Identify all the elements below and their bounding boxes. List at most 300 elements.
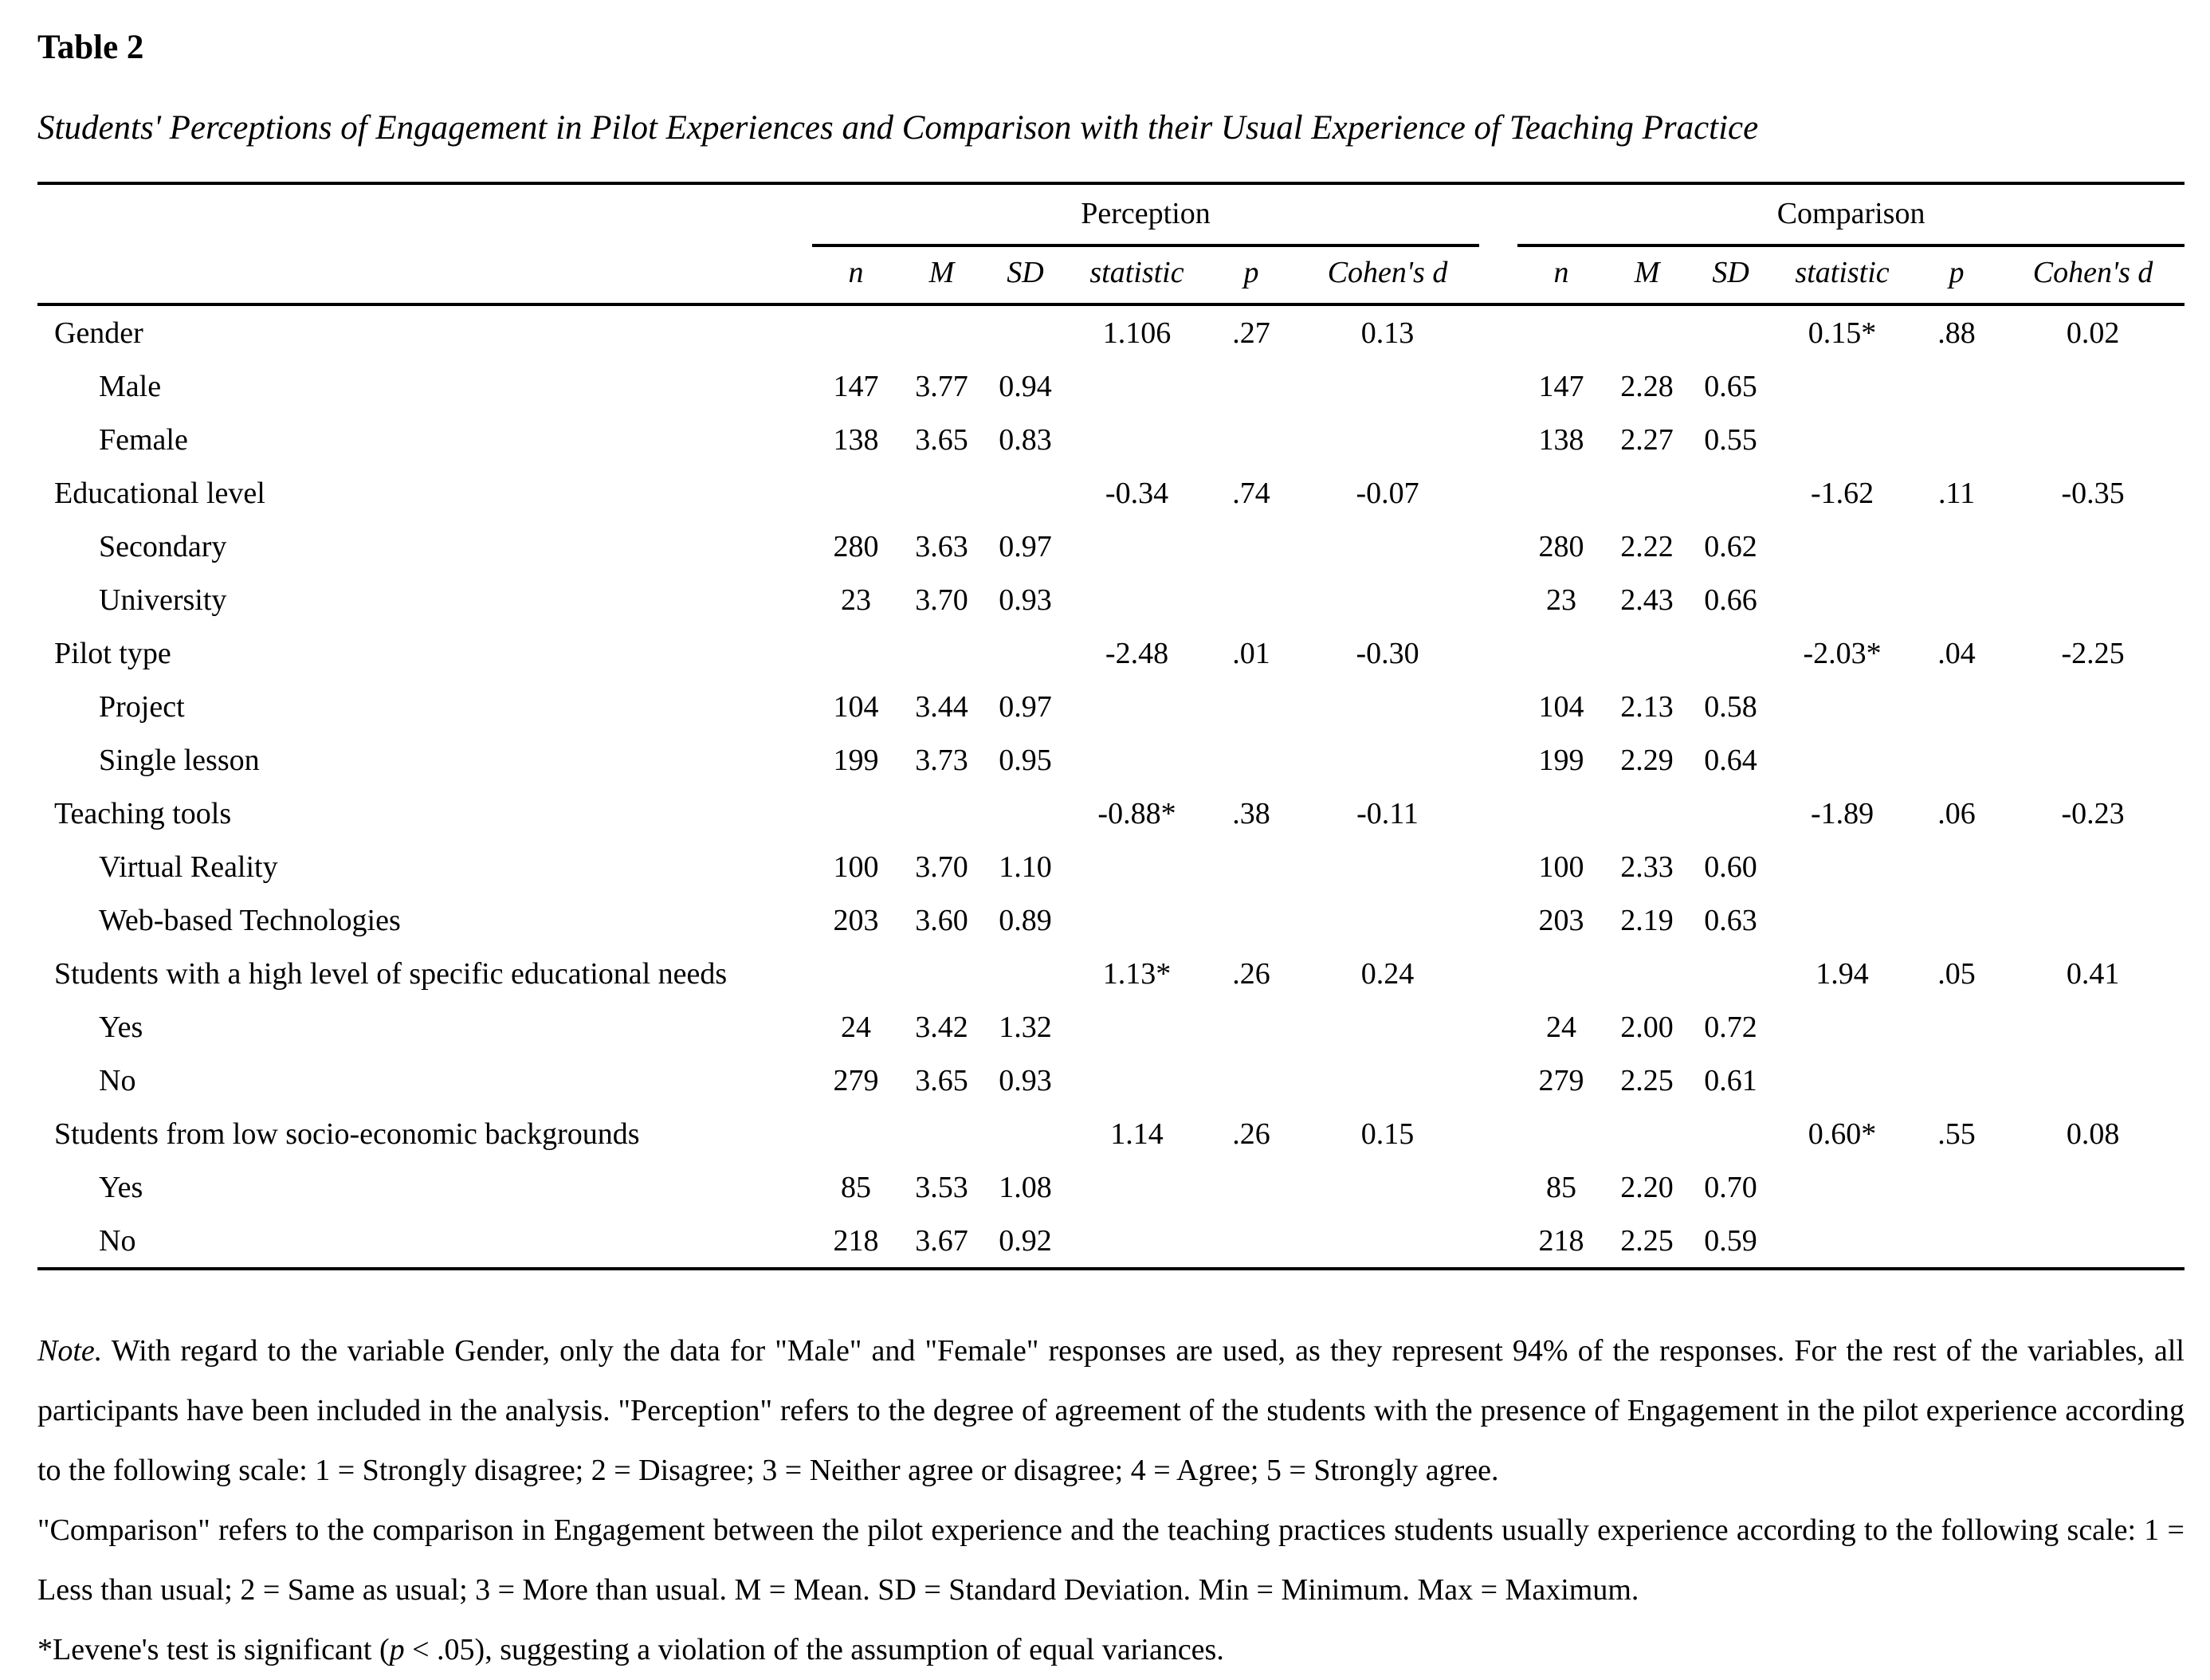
comparison-m-value: 2.13: [1620, 689, 1674, 724]
perception-n-value: 100: [833, 850, 879, 884]
group-gap-spacer: [1479, 1000, 1517, 1054]
comparison-n-value: [1517, 304, 1605, 359]
comparison-sd-value: [1689, 947, 1772, 1000]
comparison-statistic-value: [1772, 1214, 1912, 1269]
comparison-m-value: 2.19: [1620, 903, 1674, 937]
perception-p-value: .38: [1232, 796, 1270, 830]
comparison-sd-value: 0.64: [1704, 743, 1757, 777]
perception-sd-value: 0.95: [999, 743, 1052, 777]
comparison-n-value: 138: [1538, 422, 1584, 457]
table-row: [37, 466, 2184, 520]
table-body: [37, 304, 2184, 1269]
perception-cohens_d-value: 0.13: [1360, 316, 1415, 350]
perception-sd-value: 0.93: [999, 1063, 1052, 1097]
note-paragraph-1: [37, 1321, 2184, 1501]
comparison-cohens_d-value: [2001, 680, 2184, 733]
perception-statistic-value: -0.88*: [1097, 796, 1176, 830]
perception-p-value: [1207, 680, 1296, 733]
comparison-p-value: [1912, 520, 2001, 573]
perception-m-value: [900, 626, 983, 680]
perception-n-value: 279: [833, 1063, 879, 1097]
perception-p-value: [1207, 733, 1296, 787]
comparison-n-value: [1517, 947, 1605, 1000]
group-gap-spacer: [1479, 1214, 1517, 1269]
row-label-sub: No: [99, 1063, 136, 1097]
stub-spacer: [37, 245, 812, 304]
comparison-p-value: [1912, 413, 2001, 466]
perception-cohens_d-value: -0.30: [1356, 636, 1419, 670]
col-header-perception-sd: SD: [983, 245, 1067, 304]
comparison-statistic-value: [1772, 680, 1912, 733]
perception-cohens_d-value: [1296, 733, 1479, 787]
perception-p-value: [1207, 1054, 1296, 1107]
perception-m-value: 3.77: [915, 369, 968, 403]
col-header-comparison-cohens-d: Cohen's d: [2001, 245, 2184, 304]
perception-statistic-value: [1067, 680, 1207, 733]
col-header-perception-statistic: statistic: [1067, 245, 1207, 304]
table-row: [37, 1000, 2184, 1054]
comparison-cohens_d-value: -0.23: [2061, 796, 2125, 830]
comparison-m-value: [1605, 1107, 1689, 1160]
table-row: [37, 947, 2184, 1000]
comparison-cohens_d-value: [2001, 840, 2184, 893]
comparison-cohens_d-value: [2001, 733, 2184, 787]
table-header: [37, 183, 2184, 304]
perception-statistic-value: -2.48: [1105, 636, 1169, 670]
perception-n-value: 199: [833, 743, 879, 777]
col-header-perception-m: M: [900, 245, 983, 304]
levene-note-text: *Levene's test is significant (: [37, 1633, 390, 1666]
comparison-sd-value: [1689, 787, 1772, 840]
column-header-row: [37, 245, 2184, 304]
stub-spacer: [37, 183, 812, 245]
comparison-n-value: 279: [1538, 1063, 1584, 1097]
perception-p-value: [1207, 520, 1296, 573]
perception-n-value: [812, 787, 900, 840]
levene-note-text-end: < .05), suggesting a violation of the assumption of equal variances.: [404, 1633, 1224, 1666]
comparison-n-value: 199: [1538, 743, 1584, 777]
comparison-statistic-value: 1.94: [1815, 956, 1869, 991]
perception-m-value: [900, 304, 983, 359]
perception-statistic-value: [1067, 1160, 1207, 1214]
row-label-sub: Male: [99, 369, 162, 403]
perception-p-value: [1207, 1000, 1296, 1054]
comparison-m-value: 2.28: [1620, 369, 1674, 403]
perception-sd-value: 0.89: [999, 903, 1052, 937]
perception-cohens_d-value: -0.07: [1356, 476, 1419, 510]
perception-sd-value: [983, 626, 1067, 680]
row-label-sub: Female: [99, 422, 188, 457]
table-row: [37, 1107, 2184, 1160]
comparison-cohens_d-value: [2001, 573, 2184, 626]
comparison-p-value: [1912, 359, 2001, 413]
comparison-m-value: [1605, 947, 1689, 1000]
group-gap-spacer: [1479, 1107, 1517, 1160]
comparison-cohens_d-value: 0.41: [2066, 956, 2120, 991]
perception-sd-value: 0.83: [999, 422, 1052, 457]
perception-m-value: [900, 947, 983, 1000]
comparison-n-value: 85: [1546, 1170, 1577, 1204]
note-label: Note.: [37, 1334, 103, 1368]
table-note: [37, 1321, 2184, 1680]
row-label-sub: Project: [99, 689, 185, 724]
perception-sd-value: 0.92: [983, 1214, 1067, 1269]
perception-m-value: 3.65: [915, 422, 968, 457]
perception-cohens_d-value: [1296, 413, 1479, 466]
table-row: [37, 840, 2184, 893]
comparison-sd-value: [1689, 304, 1772, 359]
perception-m-value: 3.42: [915, 1010, 968, 1044]
perception-statistic-value: [1067, 573, 1207, 626]
perception-n-value: [812, 466, 900, 520]
perception-cohens_d-value: [1296, 893, 1479, 947]
group-gap-spacer: [1479, 183, 1517, 245]
group-header-row: [37, 183, 2184, 245]
perception-cohens_d-value: [1296, 1054, 1479, 1107]
group-gap-spacer: [1479, 466, 1517, 520]
comparison-cohens_d-value: [2001, 520, 2184, 573]
comparison-sd-value: 0.65: [1704, 369, 1757, 403]
comparison-cohens_d-value: [2001, 1000, 2184, 1054]
perception-p-value: .27: [1232, 316, 1270, 350]
comparison-statistic-value: [1772, 1054, 1912, 1107]
group-gap-spacer: [1479, 1054, 1517, 1107]
perception-cohens_d-value: [1296, 680, 1479, 733]
perception-statistic-value: [1067, 733, 1207, 787]
perception-cohens_d-value: [1296, 359, 1479, 413]
row-label-category: Pilot type: [54, 636, 171, 670]
comparison-m-value: [1605, 626, 1689, 680]
perception-cohens_d-value: [1296, 520, 1479, 573]
table-row: [37, 304, 2184, 359]
perception-statistic-value: 1.14: [1110, 1117, 1164, 1151]
perception-n-value: 23: [841, 583, 871, 617]
table-row: [37, 1054, 2184, 1107]
row-label-category: Gender: [54, 316, 143, 350]
row-label-sub: Yes: [99, 1170, 143, 1204]
perception-statistic-value: [1067, 840, 1207, 893]
group-header-comparison: Comparison: [1517, 183, 2184, 245]
comparison-p-value: .11: [1938, 476, 1976, 510]
perception-statistic-value: [1067, 1054, 1207, 1107]
group-gap-spacer: [1479, 245, 1517, 304]
perception-statistic-value: [1067, 413, 1207, 466]
perception-cohens_d-value: [1296, 1000, 1479, 1054]
row-label-sub: University: [99, 583, 227, 617]
perception-sd-value: 1.10: [999, 850, 1052, 884]
perception-sd-value: 0.93: [999, 583, 1052, 617]
perception-cohens_d-value: [1296, 1214, 1479, 1269]
comparison-m-value: 2.00: [1620, 1010, 1674, 1044]
comparison-statistic-value: 0.60*: [1808, 1117, 1877, 1151]
note-paragraph-2: "Comparison" refers to the comparison in Engagement between the pilot experience and the teaching practices students usually experience according to the following scale: 1 = Less than usual; 2 = Same as usual; 3 = More than usual. M = Mean. SD = Standard Deviation. Min = Minimum. Max = Maximum.: [37, 1513, 2184, 1607]
table-row: [37, 413, 2184, 466]
comparison-statistic-value: [1772, 840, 1912, 893]
group-gap-spacer: [1479, 1160, 1517, 1214]
perception-p-value: [1207, 1160, 1296, 1214]
perception-sd-value: [983, 466, 1067, 520]
row-label-category: Students from low socio-economic backgrounds: [54, 1117, 640, 1151]
perception-p-value: .01: [1232, 636, 1270, 670]
col-header-comparison-statistic: statistic: [1772, 245, 1912, 304]
comparison-cohens_d-value: [2001, 359, 2184, 413]
group-gap-spacer: [1479, 626, 1517, 680]
perception-statistic-value: [1067, 893, 1207, 947]
note-text: With regard to the variable Gender, only the data for "Male" and "Female" responses are used, as they represent 94% of the responses. For the rest of the variables, all participants have been included in the analysis. "Perception" refers to the degree of agreement of the students with the presence of Engagement in the pilot experience according to the following scale: 1 = Strongly disagree; 2 = Disagree; 3 = Neither agree or disagree; 4 = Agree; 5 = Strongly agree.: [37, 1334, 2184, 1487]
table-row: [37, 1214, 2184, 1269]
comparison-p-value: [1912, 573, 2001, 626]
perception-sd-value: [983, 304, 1067, 359]
comparison-n-value: 104: [1538, 689, 1584, 724]
comparison-p-value: [1912, 733, 2001, 787]
comparison-cohens_d-value: -2.25: [2061, 636, 2125, 670]
perception-statistic-value: [1067, 1000, 1207, 1054]
perception-statistic-value: [1067, 520, 1207, 573]
table-row: [37, 733, 2184, 787]
perception-cohens_d-value: [1296, 1160, 1479, 1214]
perception-p-value: [1207, 893, 1296, 947]
perception-m-value: 3.70: [915, 850, 968, 884]
comparison-statistic-value: -1.89: [1810, 796, 1874, 830]
table-row: [37, 359, 2184, 413]
perception-cohens_d-value: -0.11: [1356, 796, 1419, 830]
comparison-statistic-value: [1772, 1160, 1912, 1214]
comparison-n-value: 24: [1546, 1010, 1577, 1044]
group-header-perception: Perception: [812, 183, 1479, 245]
perception-p-value: .26: [1232, 1117, 1270, 1151]
comparison-sd-value: [1689, 1107, 1772, 1160]
comparison-n-value: [1517, 626, 1605, 680]
comparison-statistic-value: [1772, 573, 1912, 626]
perception-n-value: 85: [841, 1170, 871, 1204]
row-label-sub: Secondary: [99, 529, 227, 563]
comparison-sd-value: 0.72: [1704, 1010, 1757, 1044]
perception-sd-value: [983, 787, 1067, 840]
comparison-cohens_d-value: 0.02: [2066, 316, 2120, 350]
row-label-category: Educational level: [54, 476, 265, 510]
comparison-p-value: .06: [1937, 796, 1976, 830]
perception-m-value: 3.63: [915, 529, 968, 563]
perception-m-value: 3.67: [900, 1214, 983, 1269]
perception-n-value: 218: [812, 1214, 900, 1269]
comparison-sd-value: 0.58: [1704, 689, 1757, 724]
group-gap-spacer: [1479, 840, 1517, 893]
perception-m-value: 3.65: [915, 1063, 968, 1097]
perception-cohens_d-value: 0.15: [1360, 1117, 1415, 1151]
comparison-m-value: 2.43: [1620, 583, 1674, 617]
perception-m-value: 3.44: [915, 689, 968, 724]
comparison-n-value: [1517, 1107, 1605, 1160]
comparison-p-value: .55: [1937, 1117, 1976, 1151]
table-row: [37, 1160, 2184, 1214]
comparison-sd-value: 0.63: [1704, 903, 1757, 937]
perception-statistic-value: -0.34: [1105, 476, 1169, 510]
comparison-cohens_d-value: [2001, 1214, 2184, 1269]
col-header-comparison-n: n: [1517, 245, 1605, 304]
comparison-statistic-value: [1772, 413, 1912, 466]
comparison-p-value: [1912, 1214, 2001, 1269]
group-gap-spacer: [1479, 893, 1517, 947]
perception-m-value: 3.73: [915, 743, 968, 777]
perception-sd-value: 1.08: [999, 1170, 1052, 1204]
perception-p-value: [1207, 573, 1296, 626]
comparison-p-value: [1912, 1160, 2001, 1214]
table-row: [37, 626, 2184, 680]
comparison-p-value: [1912, 680, 2001, 733]
comparison-n-value: 280: [1538, 529, 1584, 563]
comparison-p-value: .05: [1937, 956, 1976, 991]
comparison-m-value: 2.33: [1620, 850, 1674, 884]
comparison-cohens_d-value: [2001, 1160, 2184, 1214]
comparison-p-value: [1912, 840, 2001, 893]
table-row: [37, 893, 2184, 947]
comparison-n-value: 23: [1546, 583, 1577, 617]
comparison-m-value: [1605, 304, 1689, 359]
perception-sd-value: 0.94: [999, 369, 1052, 403]
perception-n-value: 147: [833, 369, 879, 403]
col-header-comparison-sd: SD: [1689, 245, 1772, 304]
comparison-statistic-value: [1772, 893, 1912, 947]
perception-cohens_d-value: [1296, 840, 1479, 893]
perception-statistic-value: 1.13*: [1102, 956, 1172, 991]
perception-n-value: 24: [841, 1010, 871, 1044]
perception-n-value: 104: [833, 689, 879, 724]
comparison-sd-value: 0.60: [1704, 850, 1757, 884]
comparison-cohens_d-value: [2001, 893, 2184, 947]
comparison-n-value: 203: [1538, 903, 1584, 937]
comparison-statistic-value: 0.15*: [1808, 316, 1877, 350]
comparison-sd-value: 0.62: [1704, 529, 1757, 563]
comparison-statistic-value: [1772, 733, 1912, 787]
perception-p-value: [1207, 840, 1296, 893]
perception-p-value: [1207, 1214, 1296, 1269]
group-gap-spacer: [1479, 680, 1517, 733]
perception-n-value: 203: [833, 903, 879, 937]
comparison-m-value: [1605, 787, 1689, 840]
perception-sd-value: [983, 1107, 1067, 1160]
perception-statistic-value: 1.106: [1102, 316, 1172, 350]
comparison-statistic-value: [1772, 1000, 1912, 1054]
col-header-comparison-p: p: [1912, 245, 2001, 304]
comparison-cohens_d-value: -0.35: [2061, 476, 2125, 510]
perception-cohens_d-value: 0.24: [1360, 956, 1415, 991]
row-label-category: Students with a high level of specific educational needs: [54, 956, 728, 991]
engagement-stats-table: [37, 182, 2184, 1270]
perception-n-value: [812, 947, 900, 1000]
comparison-p-value: .04: [1937, 636, 1976, 670]
perception-p-value: .26: [1232, 956, 1270, 991]
col-header-perception-cohens-d: Cohen's d: [1296, 245, 1479, 304]
table-number: Table 2: [37, 29, 144, 66]
perception-n-value: [812, 1107, 900, 1160]
perception-m-value: [900, 787, 983, 840]
perception-n-value: 138: [833, 422, 879, 457]
col-header-perception-n: n: [812, 245, 900, 304]
comparison-m-value: 2.29: [1620, 743, 1674, 777]
col-header-perception-p: p: [1207, 245, 1296, 304]
comparison-cohens_d-value: 0.08: [2066, 1117, 2120, 1151]
table-row: [37, 573, 2184, 626]
comparison-statistic-value: -2.03*: [1803, 636, 1882, 670]
comparison-statistic-value: [1772, 359, 1912, 413]
perception-statistic-value: [1067, 359, 1207, 413]
comparison-m-value: [1605, 466, 1689, 520]
perception-m-value: [900, 466, 983, 520]
row-label-sub: No: [37, 1214, 812, 1269]
perception-sd-value: 0.97: [999, 529, 1052, 563]
comparison-sd-value: 0.70: [1704, 1170, 1757, 1204]
comparison-sd-value: 0.55: [1704, 422, 1757, 457]
group-gap-spacer: [1479, 520, 1517, 573]
comparison-sd-value: 0.59: [1689, 1214, 1772, 1269]
comparison-n-value: [1517, 787, 1605, 840]
comparison-cohens_d-value: [2001, 413, 2184, 466]
perception-p-value: [1207, 413, 1296, 466]
table-title: Students' Perceptions of Engagement in Pilot Experiences and Comparison with their Usual Experience of Teaching Practice: [37, 109, 1759, 147]
perception-cohens_d-value: [1296, 573, 1479, 626]
col-header-comparison-m: M: [1605, 245, 1689, 304]
comparison-m-value: 2.27: [1620, 422, 1674, 457]
row-label-sub: Single lesson: [99, 743, 260, 777]
perception-sd-value: [983, 947, 1067, 1000]
perception-statistic-value: [1067, 1214, 1207, 1269]
row-label-sub: Web-based Technologies: [99, 903, 401, 937]
row-label-sub: Virtual Reality: [99, 850, 278, 884]
perception-sd-value: 1.32: [999, 1010, 1052, 1044]
comparison-sd-value: 0.61: [1704, 1063, 1757, 1097]
comparison-m-value: 2.25: [1605, 1214, 1689, 1269]
comparison-n-value: 218: [1517, 1214, 1605, 1269]
group-gap-spacer: [1479, 573, 1517, 626]
perception-n-value: [812, 626, 900, 680]
comparison-m-value: 2.22: [1620, 529, 1674, 563]
comparison-n-value: [1517, 466, 1605, 520]
table-row: [37, 787, 2184, 840]
perception-n-value: [812, 304, 900, 359]
perception-m-value: 3.53: [915, 1170, 968, 1204]
perception-m-value: 3.70: [915, 583, 968, 617]
group-gap-spacer: [1479, 733, 1517, 787]
levene-p-symbol: p: [389, 1633, 405, 1666]
comparison-n-value: 100: [1538, 850, 1584, 884]
row-label-category: Teaching tools: [54, 796, 232, 830]
comparison-n-value: 147: [1538, 369, 1584, 403]
perception-m-value: [900, 1107, 983, 1160]
comparison-sd-value: [1689, 466, 1772, 520]
comparison-cohens_d-value: [2001, 1054, 2184, 1107]
perception-m-value: 3.60: [915, 903, 968, 937]
group-gap-spacer: [1479, 304, 1517, 359]
comparison-m-value: 2.25: [1620, 1063, 1674, 1097]
group-gap-spacer: [1479, 947, 1517, 1000]
comparison-p-value: [1912, 893, 2001, 947]
comparison-statistic-value: [1772, 520, 1912, 573]
group-gap-spacer: [1479, 787, 1517, 840]
comparison-p-value: [1912, 1000, 2001, 1054]
table-row: [37, 680, 2184, 733]
perception-n-value: 280: [833, 529, 879, 563]
comparison-p-value: [1912, 1054, 2001, 1107]
comparison-sd-value: [1689, 626, 1772, 680]
group-gap-spacer: [1479, 413, 1517, 466]
table-row: [37, 520, 2184, 573]
comparison-statistic-value: -1.62: [1810, 476, 1874, 510]
comparison-sd-value: 0.66: [1704, 583, 1757, 617]
perception-p-value: .74: [1232, 476, 1270, 510]
group-gap-spacer: [1479, 359, 1517, 413]
perception-sd-value: 0.97: [999, 689, 1052, 724]
note-paragraph-3: [37, 1620, 2184, 1680]
